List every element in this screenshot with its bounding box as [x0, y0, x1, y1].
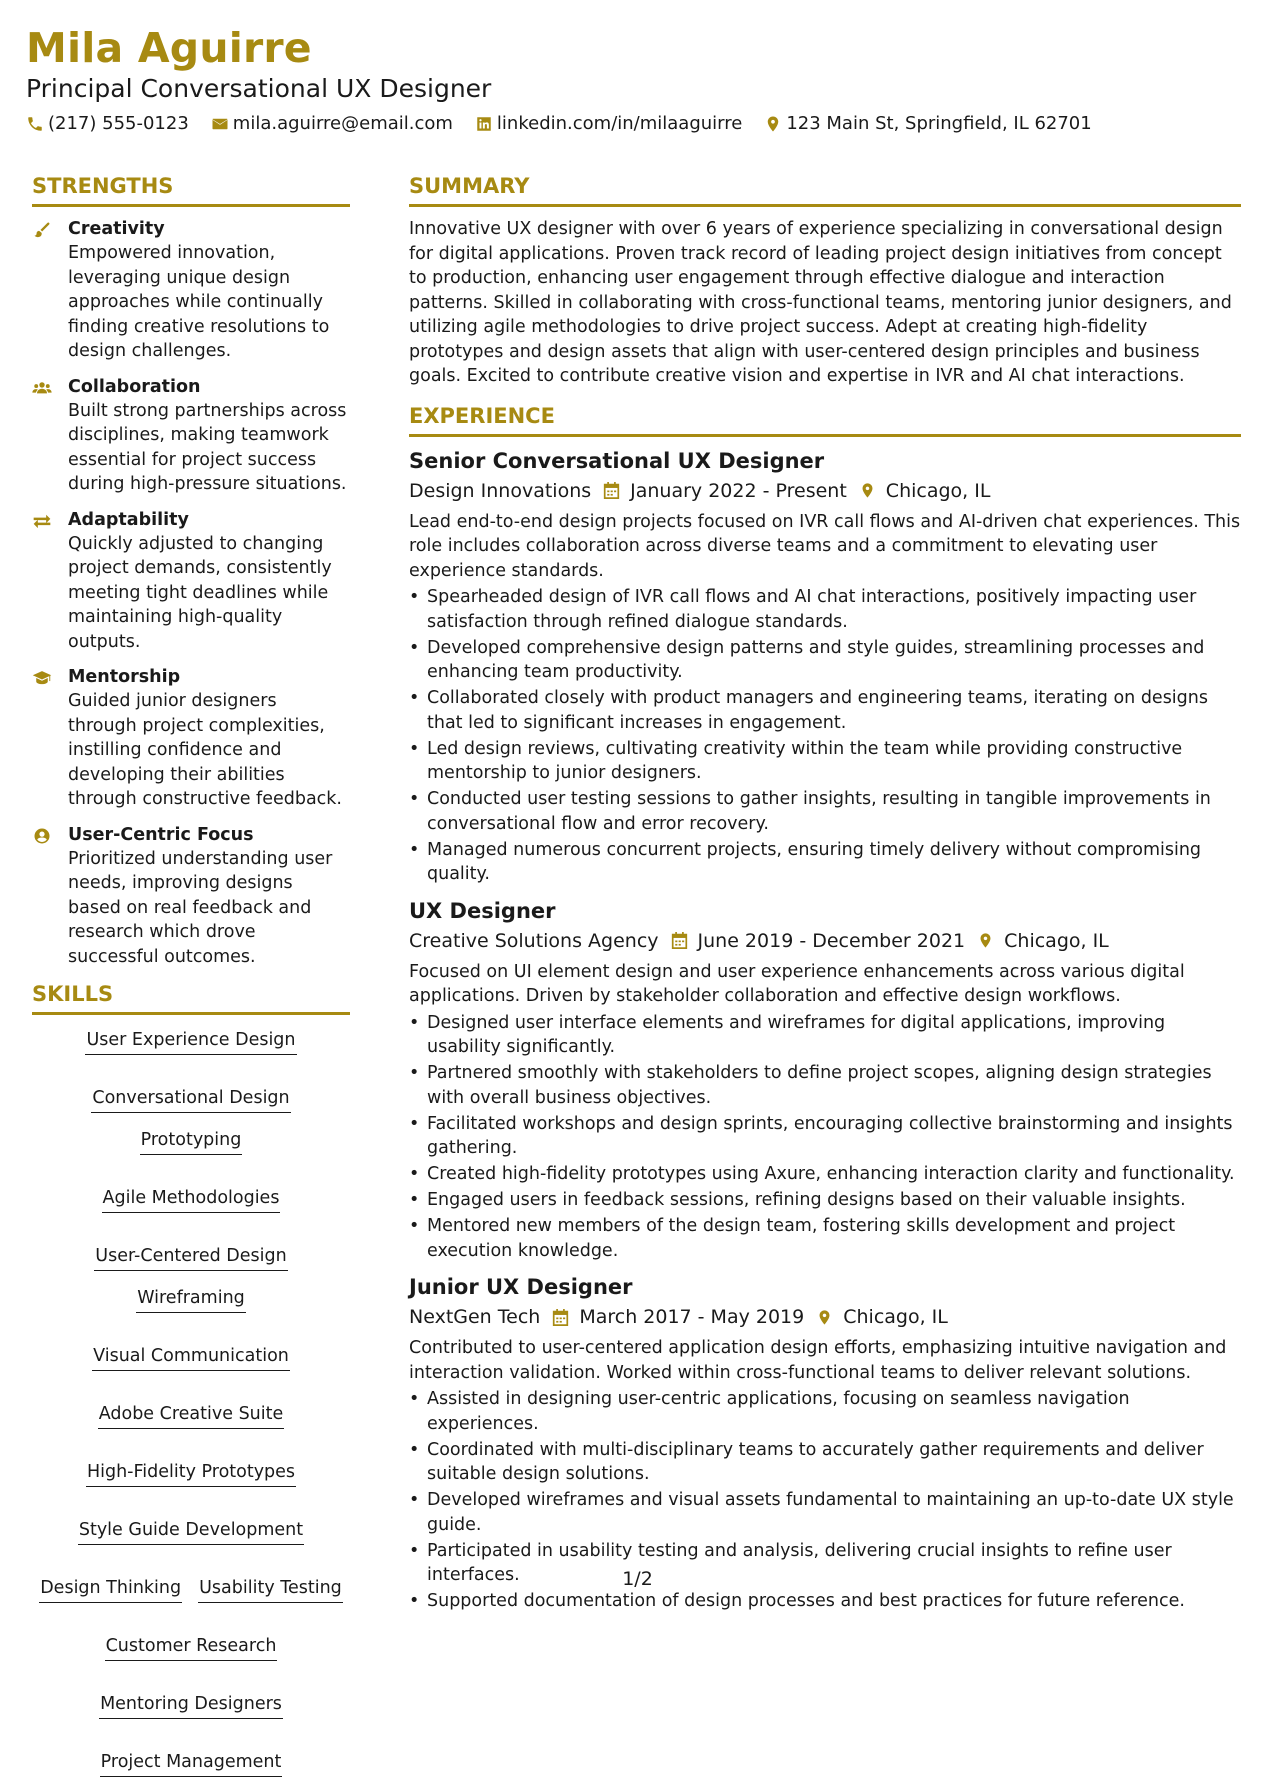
skills-list	[32, 1029, 350, 1777]
skills-heading: SKILLS	[32, 980, 350, 1015]
skill-tag: Wireframing	[136, 1287, 246, 1313]
strength-desc: Empowered innovation, leveraging unique design approaches while continually finding creative resolutions to design challenges.	[68, 243, 330, 361]
left-column	[32, 172, 350, 1777]
bullet-item: • Supported documentation of design processes and best practices for future reference.	[409, 1589, 1241, 1614]
bullet-item: • Participated in usability testing and analysis, delivering crucial insights to refine user interfaces.	[409, 1539, 1241, 1588]
job-bullets	[409, 585, 1241, 887]
skill-tag: Prototyping	[140, 1129, 243, 1155]
job-meta	[409, 1303, 1241, 1331]
bullet-item: • Led design reviews, cultivating creativity within the team while providing constructive mentorship to junior designers.	[409, 737, 1241, 786]
bullet-item: • Developed wireframes and visual assets fundamental to maintaining an up-to-date UX style guide.	[409, 1488, 1241, 1537]
bullet-item: • Partnered smoothly with stakeholders to define project scopes, aligning design strategies with overall business objectives.	[409, 1061, 1241, 1110]
contact-linkedin[interactable]	[475, 111, 742, 137]
job-company: Design Innovations	[409, 479, 592, 502]
job-location: Chicago, IL	[816, 1303, 948, 1331]
job-role: UX Designer	[409, 898, 556, 923]
bullet-item: • Collaborated closely with product managers and engineering teams, iterating on designs that led to significant increases in engagement.	[409, 686, 1241, 735]
strength-item	[32, 508, 350, 655]
phone-text: (217) 555-0123	[48, 113, 189, 134]
job-entry	[409, 897, 1241, 1264]
linkedin-icon	[475, 115, 493, 133]
job-company: Creative Solutions Agency	[409, 929, 659, 952]
contact-phone	[26, 111, 189, 137]
location-icon	[764, 115, 782, 133]
job-entry	[409, 447, 1241, 887]
job-bullets	[409, 1011, 1241, 1264]
job-role: Senior Conversational UX Designer	[409, 448, 825, 473]
bullet-item: • Engaged users in feedback sessions, refining designs based on their valuable insights.	[409, 1188, 1241, 1213]
bullet-item: • Created high-fidelity prototypes using Axure, enhancing interaction clarity and functionality.	[409, 1162, 1241, 1187]
skill-tag: Agile Methodologies	[102, 1187, 281, 1213]
job-dates: January 2022 - Present	[603, 477, 847, 505]
skill-tag: Visual Communication	[92, 1345, 290, 1371]
bullet-item: • Facilitated workshops and design sprints, encouraging collective brainstorming and insights gathering.	[409, 1112, 1241, 1161]
summary-heading: SUMMARY	[409, 172, 1241, 207]
users-icon	[32, 379, 52, 397]
job-dates: June 2019 - December 2021	[671, 927, 966, 955]
contact-bar	[26, 111, 1256, 137]
bullet-item: • Managed numerous concurrent projects, ensuring timely delivery without compromising quality.	[409, 838, 1241, 887]
job-meta	[409, 477, 1241, 505]
paintbrush-icon	[32, 221, 52, 239]
job-description: Focused on UI element design and user experience enhancements across various digital applications. Driven by stakeholder collaboration and effective design workflows.	[409, 961, 1185, 1006]
bullet-item: • Conducted user testing sessions to gather insights, resulting in tangible improvements in conversational flow and error recovery.	[409, 787, 1241, 836]
phone-icon	[26, 115, 44, 133]
bullet-item: • Developed comprehensive design patterns and style guides, streamlining processes and enhancing team productivity.	[409, 636, 1241, 685]
contact-email[interactable]	[211, 111, 453, 137]
strength-item	[32, 217, 350, 364]
linkedin-text[interactable]: linkedin.com/in/milaaguirre	[496, 113, 743, 134]
email-icon	[211, 115, 229, 133]
job-meta	[409, 927, 1241, 955]
candidate-name: Mila Aguirre	[26, 24, 312, 72]
job-location: Chicago, IL	[859, 477, 991, 505]
strength-item	[32, 823, 350, 970]
resume-header	[26, 24, 1256, 137]
job-description: Contributed to user-centered application design efforts, emphasizing intuitive navigation and interaction validation. Worked within cross-functional teams to deliver relevant solutions.	[409, 1338, 1227, 1383]
strength-name: Adaptability	[68, 509, 189, 530]
calendar-icon	[552, 1308, 569, 1327]
job-location: Chicago, IL	[977, 927, 1109, 955]
location-icon	[977, 931, 994, 950]
location-icon	[816, 1308, 833, 1327]
job-role: Junior UX Designer	[409, 1275, 633, 1299]
bullet-item: • Coordinated with multi-disciplinary teams to accurately gather requirements and deliver suitable design solutions.	[409, 1438, 1241, 1487]
graduation-cap-icon	[32, 669, 52, 687]
skill-tag: User Experience Design	[85, 1029, 296, 1055]
strength-desc: Prioritized understanding user needs, improving designs based on real feedback and research which drove successful outcomes.	[68, 848, 333, 967]
experience-heading: EXPERIENCE	[409, 402, 1241, 437]
job-company: NextGen Tech	[409, 1306, 541, 1328]
bullet-item: • Designed user interface elements and wireframes for digital applications, improving usability significantly.	[409, 1011, 1241, 1060]
exchange-arrows-icon	[32, 512, 52, 530]
right-column	[409, 172, 1241, 1624]
bullet-item: • Spearheaded design of IVR call flows and AI chat interactions, positively impacting user satisfaction through refined dialogue standards.	[409, 585, 1241, 634]
skill-tag: Customer Research	[105, 1635, 278, 1661]
skill-tag: Project Management	[100, 1751, 283, 1777]
page-number: 1/2	[622, 1568, 653, 1590]
strength-name: Mentorship	[68, 667, 181, 687]
summary-text: Innovative UX designer with over 6 years of experience specializing in conversational design for digital applications. Proven track record of leading project design initiatives from concept to production, enhancing user engagement through effective dialogue and interaction patterns. Skilled in collaborating with cross-functional teams, mentoring junior designers, and utilizing agile methodologies to drive project success. Adept at creating high-fidelity prototypes and design assets that align with user-centered design principles and business goals. Excited to contribute creative vision and expertise in IVR and AI chat interactions.	[409, 219, 1232, 386]
skill-tag: Adobe Creative Suite	[98, 1403, 285, 1429]
strength-desc: Built strong partnerships across disciplines, making teamwork essential for project success during high-pressure situations.	[68, 400, 347, 494]
skill-tag: Design Thinking	[39, 1577, 182, 1603]
user-circle-icon	[32, 827, 52, 845]
email-text[interactable]: mila.aguirre@email.com	[232, 113, 453, 134]
skill-tag: Usability Testing	[198, 1577, 343, 1603]
skill-tag: Style Guide Development	[78, 1519, 304, 1545]
strength-name: Creativity	[68, 219, 165, 239]
skill-tag: Conversational Design	[91, 1087, 290, 1113]
calendar-icon	[671, 931, 688, 950]
strength-name: Collaboration	[68, 376, 201, 397]
strengths-heading: STRENGTHS	[32, 172, 350, 207]
job-description: Lead end-to-end design projects focused on IVR call flows and AI-driven chat experiences. This role includes collaboration across diverse teams and a commitment to elevating user experience standards.	[409, 511, 1241, 581]
address-text: 123 Main St, Springfield, IL 62701	[786, 113, 1092, 134]
skill-tag: High-Fidelity Prototypes	[86, 1461, 296, 1487]
skill-tag: Mentoring Designers	[99, 1693, 283, 1719]
candidate-title: Principal Conversational UX Designer	[26, 74, 492, 103]
calendar-icon	[603, 481, 620, 500]
job-dates: March 2017 - May 2019	[552, 1303, 804, 1331]
strength-item	[32, 665, 350, 812]
contact-address	[764, 111, 1091, 137]
skill-tag: User-Centered Design	[94, 1245, 287, 1271]
job-entry	[409, 1273, 1241, 1614]
strength-desc: Guided junior designers through project complexities, instilling confidence and developing their abilities through constructive feedback.	[68, 691, 342, 809]
bullet-item: • Assisted in designing user-centric applications, focusing on seamless navigation experiences.	[409, 1387, 1241, 1436]
strength-desc: Quickly adjusted to changing project demands, consistently meeting tight deadlines while maintaining high-quality outputs.	[68, 533, 332, 652]
strength-name: User-Centric Focus	[68, 824, 254, 845]
strength-item	[32, 375, 350, 497]
location-icon	[859, 481, 876, 500]
bullet-item: • Mentored new members of the design team, fostering skills development and project execution knowledge.	[409, 1214, 1241, 1263]
